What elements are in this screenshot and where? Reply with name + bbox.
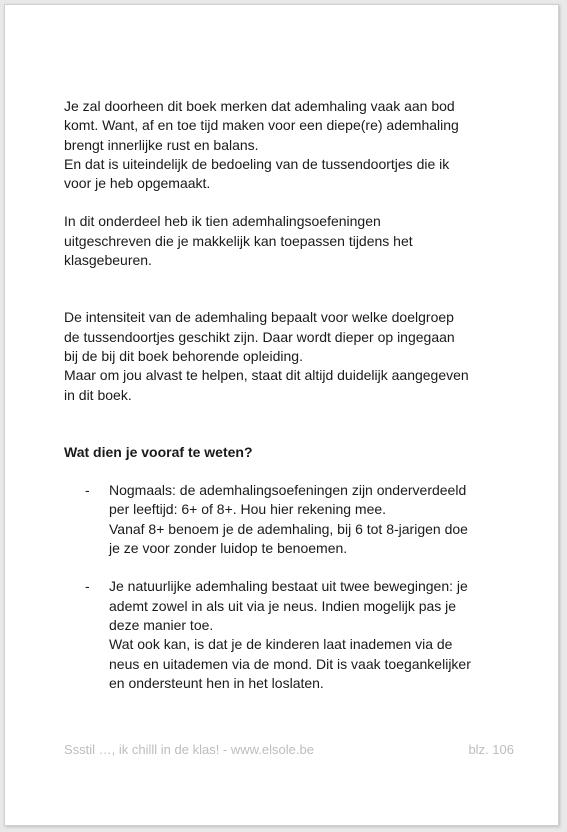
paragraph-spacer bbox=[64, 405, 514, 443]
list-item-text: Je natuurlijke ademhaling bestaat uit twee bewegingen: je ademt zowel in als uit via je neus. Indien mogelijk pas je deze manier toe. Wat ook kan, is dat je de kinderen laat inademen via de neus en uitademen via de mond. Dit is vaak toegankelijker en ondersteunt hen in het loslaten. bbox=[109, 578, 471, 691]
list-item bbox=[64, 481, 514, 558]
list-item-text: Nogmaals: de ademhalingsoefeningen zijn onderverdeeld per leeftijd: 6+ of 8+. Hou hier rekening mee. Vanaf 8+ benoem je de ademhaling, bij 6 tot 8-jarigen doe je ze voor zonder luidop te benoemen. bbox=[109, 482, 468, 557]
exercises-paragraph: In dit onderdeel heb ik tien ademhalingsoefeningen uitgeschreven die je makkelijk kan toepassen tijdens het klasgebeuren. bbox=[64, 213, 413, 269]
footer-page-number: blz. 106 bbox=[468, 742, 514, 757]
paragraph-spacer bbox=[64, 462, 514, 481]
paragraph-spacer bbox=[64, 193, 514, 212]
paragraph-spacer bbox=[64, 270, 514, 308]
page-content bbox=[64, 97, 514, 693]
document-page bbox=[4, 4, 559, 826]
list-bullet: - bbox=[85, 578, 90, 595]
list-bullet: - bbox=[85, 482, 90, 499]
intro-paragraph: Je zal doorheen dit boek merken dat ademhaling vaak aan bod komt. Want, af en toe tijd maken voor een diepe(re) ademhaling brengt innerlijke rust en balans. En dat is uiteindelijk de bedoeling van de tussendoortjes die ik voor je heb opgemaakt. bbox=[64, 98, 459, 192]
list-item bbox=[64, 577, 514, 693]
tips-list bbox=[64, 481, 514, 693]
list-spacer bbox=[64, 558, 514, 577]
footer-book-title: Ssstil …, ik chilll in de klas! - www.elsole.be bbox=[64, 742, 314, 757]
section-heading: Wat dien je vooraf te weten? bbox=[64, 443, 253, 460]
intensity-paragraph: De intensiteit van de ademhaling bepaalt voor welke doelgroep de tussendoortjes geschikt zijn. Daar wordt dieper op ingegaan bij de bij dit boek behorende opleiding. Maar om jou alvast te helpen, staat dit altijd duidelijk aangegeven in dit boek. bbox=[64, 309, 469, 403]
